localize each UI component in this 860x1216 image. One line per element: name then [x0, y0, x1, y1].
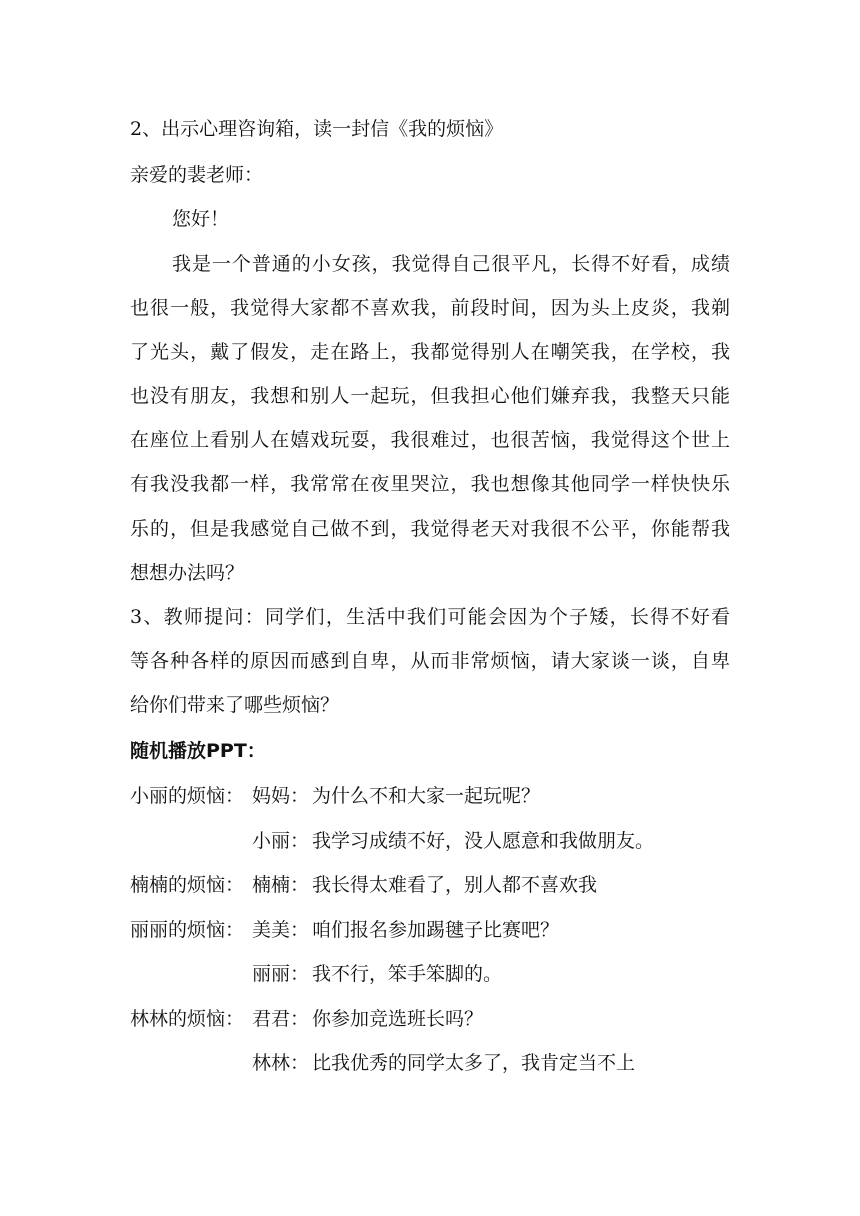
dialogue-speaker: 小丽：	[252, 830, 310, 852]
letter-line: 乐的，但是我感觉自己做不到，我觉得老天对我很不公平，你能帮我	[130, 518, 730, 540]
letter-line: 也很一般，我觉得大家都不喜欢我，前段时间，因为头上皮炎，我剃	[130, 297, 730, 319]
dialogue-speaker: 丽丽：	[252, 963, 310, 985]
dialogue-speaker: 君君：	[252, 1008, 310, 1030]
dialogue-speaker: 林林：	[252, 1052, 310, 1074]
section-3-line: 等各种各样的原因而感到自卑，从而非常烦恼，请大家谈一谈，自卑	[130, 650, 730, 672]
letter-line: 有我没我都一样，我常常在夜里哭泣，我也想像其他同学一样快快乐	[130, 473, 730, 495]
dialogue-text: 我不行，笨手笨脚的。	[312, 963, 503, 985]
trouble-label: 丽丽的烦恼：	[130, 919, 245, 941]
section-2-heading: 2、出示心理咨询箱，读一封信《我的烦恼》	[130, 118, 504, 140]
dialogue-speaker: 楠楠：	[252, 874, 310, 896]
section-3-line: 给你们带来了哪些烦恼？	[130, 694, 340, 716]
letter-line: 了光头，戴了假发，走在路上，我都觉得别人在嘲笑我，在学校，我	[130, 341, 730, 363]
dialogue-text: 为什么不和大家一起玩呢？	[312, 785, 541, 807]
dialogue-text: 你参加竞选班长吗？	[312, 1008, 484, 1030]
section-3-line: 3、教师提问：同学们，生活中我们可能会因为个子矮，长得不好看	[130, 606, 730, 628]
ppt-heading: 随机播放PPT：	[130, 740, 266, 762]
trouble-label: 小丽的烦恼：	[130, 785, 245, 807]
letter-line: 在座位上看别人在嬉戏玩耍，我很难过，也很苦恼，我觉得这个世上	[130, 429, 730, 451]
dialogue-text: 比我优秀的同学太多了，我肯定当不上	[312, 1052, 636, 1074]
dialogue-speaker: 美美：	[252, 919, 310, 941]
letter-salutation: 亲爱的裴老师：	[130, 164, 264, 186]
letter-greeting: 您好！	[172, 208, 230, 230]
dialogue-speaker: 妈妈：	[252, 785, 310, 807]
dialogue-text: 咱们报名参加踢毽子比赛吧？	[312, 919, 560, 941]
trouble-label: 楠楠的烦恼：	[130, 874, 245, 896]
letter-line: 也没有朋友，我想和别人一起玩，但我担心他们嫌弃我，我整天只能	[130, 385, 730, 407]
trouble-label: 林林的烦恼：	[130, 1008, 245, 1030]
dialogue-text: 我长得太难看了，别人都不喜欢我	[312, 874, 598, 896]
dialogue-text: 我学习成绩不好，没人愿意和我做朋友。	[312, 830, 655, 852]
letter-line: 想想办法吗？	[130, 562, 245, 584]
letter-line: 我是一个普通的小女孩，我觉得自己很平凡，长得不好看，成绩	[172, 253, 730, 275]
